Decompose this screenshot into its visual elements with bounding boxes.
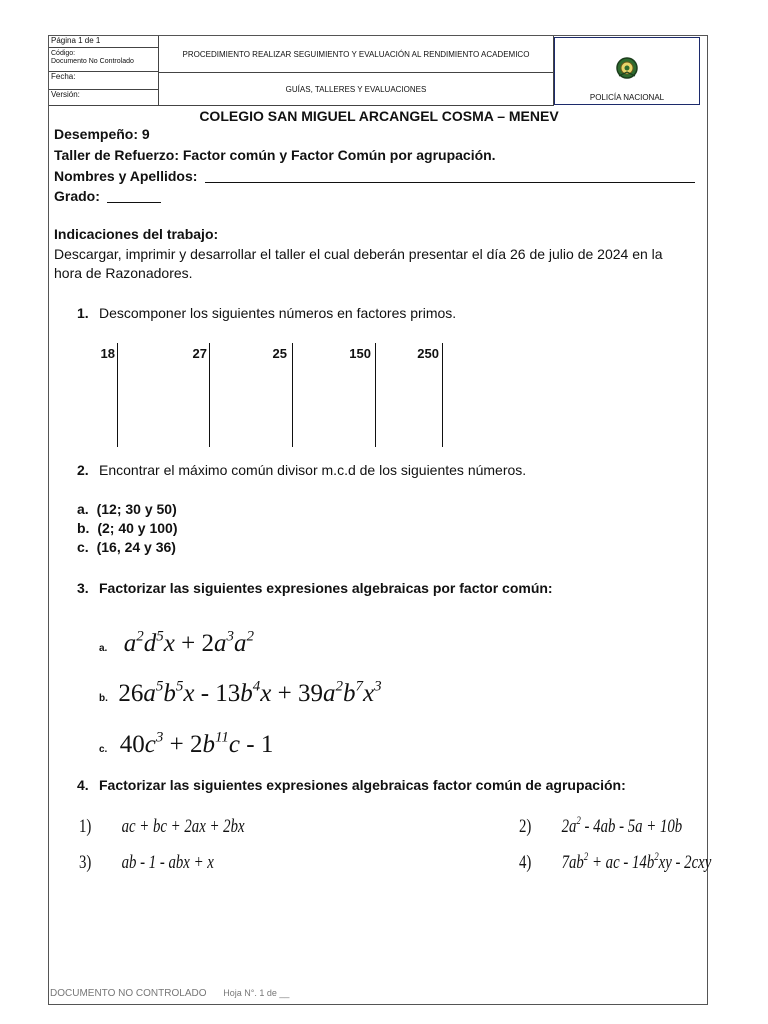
q3-expression-c [99,731,273,759]
q4-expression-3: ab - 1 - abx + x [121,852,214,873]
codigo-value: Documento No Controlado [51,58,134,65]
q4-item-4 [519,852,711,874]
q3-label-b: b. [99,693,108,704]
factor-bar-5 [442,343,443,447]
fecha-cell: Fecha: [49,72,159,90]
q2-text: Encontrar el máximo común divisor m.c.d de los siguientes números. [99,462,527,478]
q2-item-text: (2; 40 y 100) [97,520,178,536]
q4-label-4: 4) [519,852,532,873]
q3-label-a: a. [99,643,108,654]
q4-label-1: 1) [79,816,92,837]
q2-number: 2. [77,462,89,478]
q4-number: 4. [77,777,89,793]
q3-expression-b [99,680,382,708]
factor-bar-2 [209,343,210,447]
q2-item-letter: b. [77,520,90,536]
codigo-cell [49,48,159,72]
header-table [49,36,707,106]
q2-item-text: (16, 24 y 36) [96,539,176,555]
nombres-line[interactable] [205,182,695,183]
q4-label-2: 2) [519,816,532,837]
q1-text: Descomponer los siguientes números en factores primos. [99,305,457,321]
factor-number-5: 250 [417,346,439,361]
pagina-cell: Página 1 de 1 [49,36,159,48]
q4-item-3 [79,852,214,874]
q2-item-letter: c. [77,539,89,555]
desempeno: Desempeño: 9 [54,126,150,142]
factor-number-1: 18 [100,346,115,361]
q4-expression-2: $2a^2 - 4ab - 5a + 10b$ [561,815,683,837]
factor-bar-3 [292,343,293,447]
indicaciones-line1: Descargar, imprimir y desarrollar el taller el cual deberán presentar el día 26 de julio de 2024 en la [54,246,663,262]
guias-cell: GUÍAS, TALLERES Y EVALUACIONES [159,73,554,106]
footer [50,988,289,999]
indicaciones-line2: hora de Razonadores. [54,265,193,281]
q3-label-c: c. [99,744,108,755]
q4-expression-1: ac + bc + 2ax + 2bx [121,816,245,837]
factor-number-3: 25 [272,346,287,361]
footer-text: DOCUMENTO NO CONTROLADO [50,988,207,999]
q3-expression-a [99,630,254,658]
police-emblem-icon [615,56,639,80]
q2-item-a [77,501,177,517]
q4-item-1 [79,816,245,838]
factor-number-4: 150 [349,346,371,361]
math-expression-c: $40c^3 + 2b^{11}c - 1$ [119,729,274,758]
q3-text: Factorizar las siguientes expresiones algebraicas por factor común: [99,580,553,596]
q1-number: 1. [77,305,89,321]
taller-title: Taller de Refuerzo: Factor común y Factor Común por agrupación. [54,147,496,163]
procedimiento-cell: PROCEDIMIENTO REALIZAR SEGUIMIENTO Y EVALUACIÓN AL RENDIMIENTO ACADEMICO [159,36,554,73]
logo-box [554,37,700,105]
nombres-label: Nombres y Apellidos: [54,168,198,184]
codigo-label: Código: [51,50,76,57]
q2-item-c [77,539,176,555]
q2-item-letter: a. [77,501,89,517]
document-page [48,35,712,1005]
factor-bar-4 [375,343,376,447]
q2-item-b [77,520,178,536]
q4-item-2 [519,816,682,838]
q4-expression-4: $7ab^2$ + ac - $14b^2xy - 2cxy$ [561,851,712,873]
q3-number: 3. [77,580,89,596]
math-expression-a: $a^2d^5x + 2a^3a^2$ [123,628,255,657]
grado-label: Grado: [54,188,100,204]
logo-label: POLICÍA NACIONAL [589,93,665,102]
indicaciones-title: Indicaciones del trabajo: [54,226,219,242]
q4-text: Factorizar las siguientes expresiones algebraicas factor común de agrupación: [99,777,626,793]
q2-item-text: (12; 30 y 50) [96,501,177,517]
factor-number-2: 27 [192,346,207,361]
grado-line[interactable] [107,202,161,203]
factor-bar-1 [117,343,118,447]
footer-hoja: Hoja N°. 1 de __ [223,988,290,998]
q4-label-3: 3) [79,852,92,873]
school-title: COLEGIO SAN MIGUEL ARCANGEL COSMA – MENEV [199,108,559,124]
version-cell: Versión: [49,90,159,106]
math-expression-b: $26a^5b^5x - 13b^4x + 39a^2b^7x^3$ [118,678,382,707]
